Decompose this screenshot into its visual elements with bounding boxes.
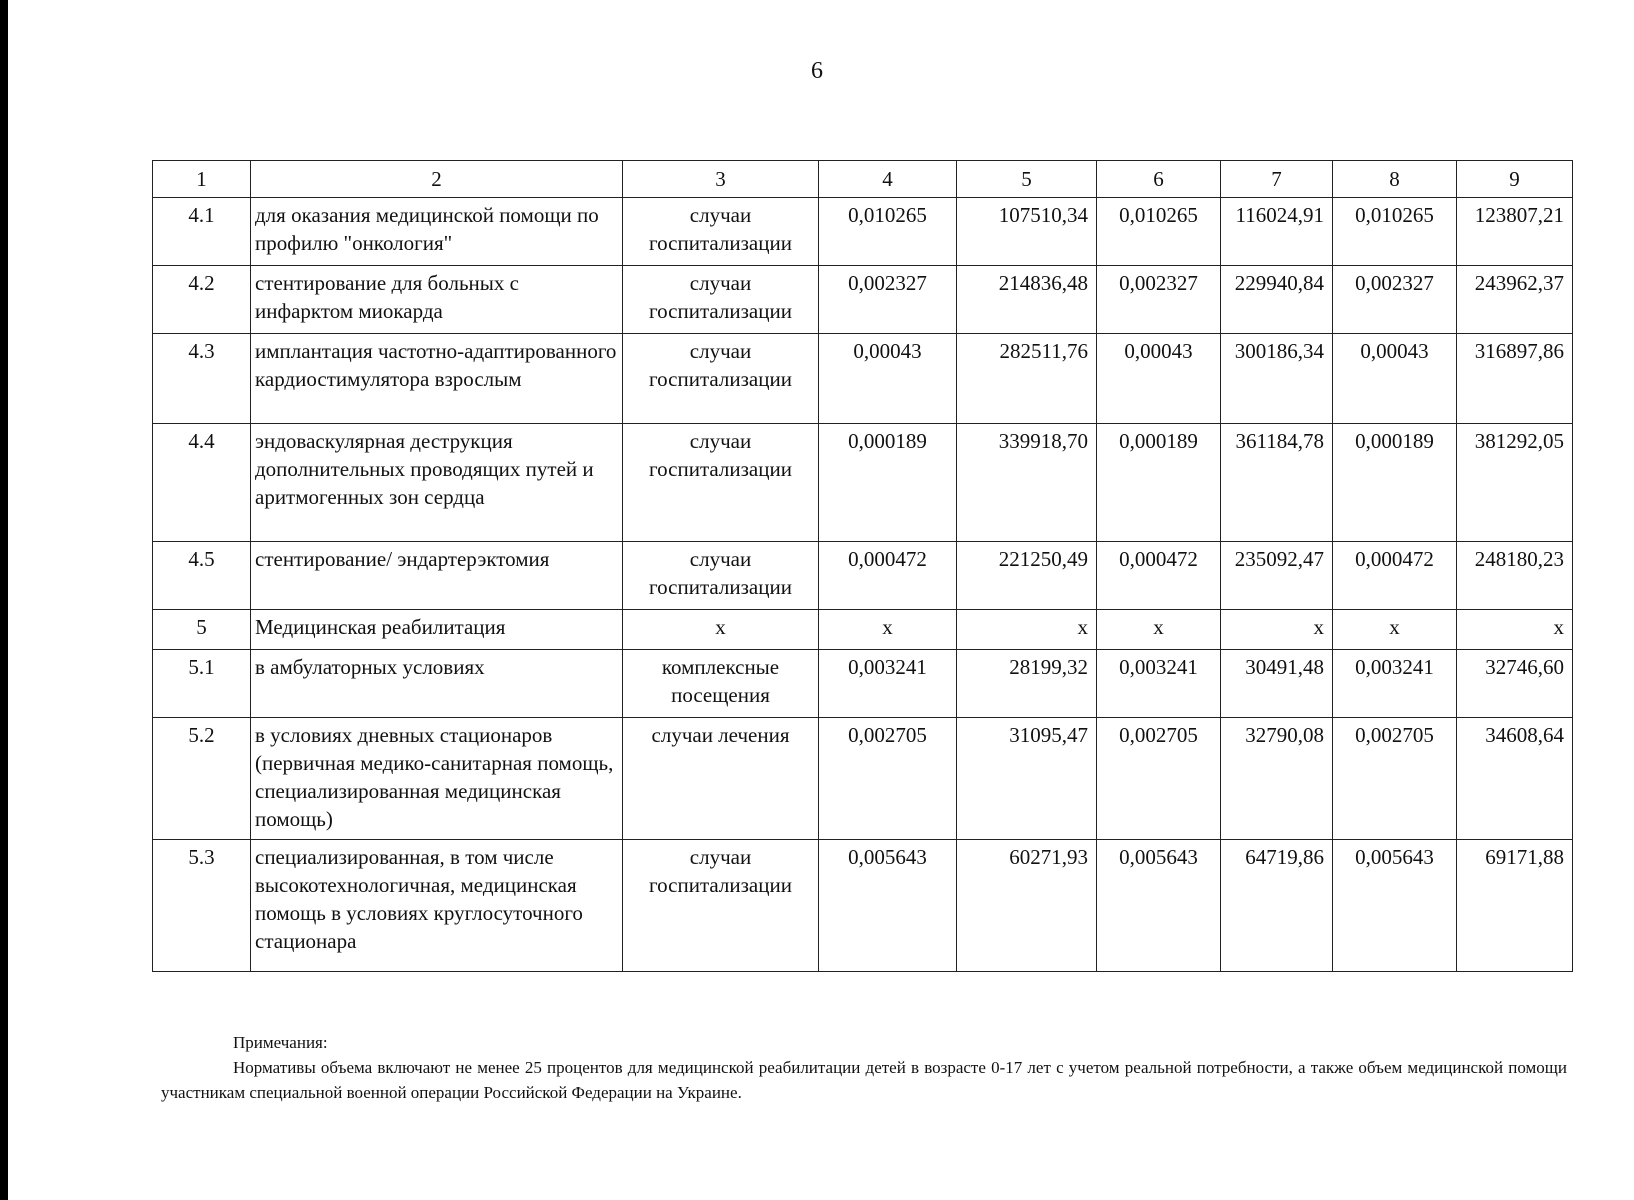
value-cell: 34608,64 bbox=[1457, 718, 1573, 840]
row-unit: случаи госпитализации bbox=[623, 542, 819, 610]
row-unit: случаи госпитализации bbox=[623, 198, 819, 266]
notes bbox=[161, 1030, 1567, 1105]
row-number: 5 bbox=[153, 610, 251, 650]
scan-edge bbox=[0, 0, 8, 1200]
row-number: 4.3 bbox=[153, 334, 251, 424]
row-name: Медицинская реабилитация bbox=[251, 610, 623, 650]
value-cell: 361184,78 bbox=[1221, 424, 1333, 542]
value-cell: 339918,70 bbox=[957, 424, 1097, 542]
value-cell: 0,00043 bbox=[819, 334, 957, 424]
value-cell: 0,010265 bbox=[819, 198, 957, 266]
row-unit: случаи госпитализации bbox=[623, 840, 819, 972]
row-name: в амбулаторных условиях bbox=[251, 650, 623, 718]
value-cell: 0,005643 bbox=[1333, 840, 1457, 972]
column-number-row bbox=[153, 161, 1573, 198]
value-cell: 0,000189 bbox=[819, 424, 957, 542]
column-number: 5 bbox=[957, 161, 1097, 198]
value-cell: 235092,47 bbox=[1221, 542, 1333, 610]
value-cell: 107510,34 bbox=[957, 198, 1097, 266]
value-cell: 0,002705 bbox=[819, 718, 957, 840]
column-number: 9 bbox=[1457, 161, 1573, 198]
value-cell: 0,002705 bbox=[1097, 718, 1221, 840]
table-row bbox=[153, 198, 1573, 266]
row-unit: случаи госпитализации bbox=[623, 266, 819, 334]
row-number: 5.2 bbox=[153, 718, 251, 840]
value-cell: 32790,08 bbox=[1221, 718, 1333, 840]
row-number: 5.3 bbox=[153, 840, 251, 972]
value-cell: 30491,48 bbox=[1221, 650, 1333, 718]
table-row bbox=[153, 334, 1573, 424]
table-row bbox=[153, 718, 1573, 840]
value-cell: 0,00043 bbox=[1097, 334, 1221, 424]
row-number: 4.4 bbox=[153, 424, 251, 542]
value-cell: 0,000189 bbox=[1333, 424, 1457, 542]
value-cell: 300186,34 bbox=[1221, 334, 1333, 424]
column-number: 4 bbox=[819, 161, 957, 198]
column-number: 8 bbox=[1333, 161, 1457, 198]
value-cell: 229940,84 bbox=[1221, 266, 1333, 334]
row-name: для оказания медицинской помощи по профилю "онкология" bbox=[251, 198, 623, 266]
value-cell: 214836,48 bbox=[957, 266, 1097, 334]
row-unit: случаи госпитализации bbox=[623, 424, 819, 542]
row-name: специализированная, в том числе высокотехнологичная, медицинская помощь в условиях круглосуточного стационара bbox=[251, 840, 623, 972]
value-cell: 282511,76 bbox=[957, 334, 1097, 424]
value-cell: 32746,60 bbox=[1457, 650, 1573, 718]
table-row bbox=[153, 266, 1573, 334]
value-cell: 0,003241 bbox=[1333, 650, 1457, 718]
column-number: 2 bbox=[251, 161, 623, 198]
value-cell: 243962,37 bbox=[1457, 266, 1573, 334]
row-unit: х bbox=[623, 610, 819, 650]
row-number: 5.1 bbox=[153, 650, 251, 718]
table-row bbox=[153, 610, 1573, 650]
column-number: 3 bbox=[623, 161, 819, 198]
value-cell: 0,000189 bbox=[1097, 424, 1221, 542]
table-row bbox=[153, 542, 1573, 610]
column-number: 7 bbox=[1221, 161, 1333, 198]
row-name: эндоваскулярная деструкция дополнительных проводящих путей и аритмогенных зон сердца bbox=[251, 424, 623, 542]
row-name: в условиях дневных стационаров (первичная медико-санитарная помощь, специализированная медицинская помощь) bbox=[251, 718, 623, 840]
table-row bbox=[153, 650, 1573, 718]
row-name: стентирование/ эндартерэктомия bbox=[251, 542, 623, 610]
value-cell: 221250,49 bbox=[957, 542, 1097, 610]
value-cell: х bbox=[1097, 610, 1221, 650]
value-cell: 0,010265 bbox=[1097, 198, 1221, 266]
column-number: 6 bbox=[1097, 161, 1221, 198]
value-cell: 0,010265 bbox=[1333, 198, 1457, 266]
value-cell: 0,002327 bbox=[1333, 266, 1457, 334]
value-cell: 248180,23 bbox=[1457, 542, 1573, 610]
value-cell: 0,005643 bbox=[819, 840, 957, 972]
value-cell: 0,003241 bbox=[1097, 650, 1221, 718]
row-number: 4.5 bbox=[153, 542, 251, 610]
value-cell: 0,002705 bbox=[1333, 718, 1457, 840]
value-cell: х bbox=[957, 610, 1097, 650]
value-cell: 0,003241 bbox=[819, 650, 957, 718]
row-name: имплантация частотно-адаптированного кардиостимулятора взрослым bbox=[251, 334, 623, 424]
value-cell: 69171,88 bbox=[1457, 840, 1573, 972]
column-number: 1 bbox=[153, 161, 251, 198]
value-cell: х bbox=[1221, 610, 1333, 650]
value-cell: 381292,05 bbox=[1457, 424, 1573, 542]
row-unit: случаи лечения bbox=[623, 718, 819, 840]
value-cell: 0,000472 bbox=[1097, 542, 1221, 610]
value-cell: 64719,86 bbox=[1221, 840, 1333, 972]
table-row bbox=[153, 424, 1573, 542]
value-cell: 31095,47 bbox=[957, 718, 1097, 840]
volume-norms-table bbox=[152, 160, 1573, 972]
value-cell: 123807,21 bbox=[1457, 198, 1573, 266]
value-cell: 316897,86 bbox=[1457, 334, 1573, 424]
value-cell: 60271,93 bbox=[957, 840, 1097, 972]
value-cell: 116024,91 bbox=[1221, 198, 1333, 266]
value-cell: 0,00043 bbox=[1333, 334, 1457, 424]
table-row bbox=[153, 840, 1573, 972]
value-cell: 0,002327 bbox=[1097, 266, 1221, 334]
value-cell: 0,000472 bbox=[1333, 542, 1457, 610]
row-unit: комплексные посещения bbox=[623, 650, 819, 718]
page-number: 6 bbox=[811, 58, 823, 84]
value-cell: х bbox=[1457, 610, 1573, 650]
row-unit: случаи госпитализации bbox=[623, 334, 819, 424]
value-cell: х bbox=[1333, 610, 1457, 650]
value-cell: 0,000472 bbox=[819, 542, 957, 610]
notes-title: Примечания: bbox=[233, 1033, 328, 1052]
row-name: стентирование для больных с инфарктом миокарда bbox=[251, 266, 623, 334]
value-cell: 28199,32 bbox=[957, 650, 1097, 718]
value-cell: 0,005643 bbox=[1097, 840, 1221, 972]
row-number: 4.2 bbox=[153, 266, 251, 334]
value-cell: 0,002327 bbox=[819, 266, 957, 334]
notes-text: Нормативы объема включают не менее 25 процентов для медицинской реабилитации детей в возрасте 0-17 лет с учетом реальной потребности, а также объем медицинской помощи участникам специальной военной операции Российской Федерации на Украине. bbox=[161, 1058, 1567, 1102]
row-number: 4.1 bbox=[153, 198, 251, 266]
value-cell: х bbox=[819, 610, 957, 650]
